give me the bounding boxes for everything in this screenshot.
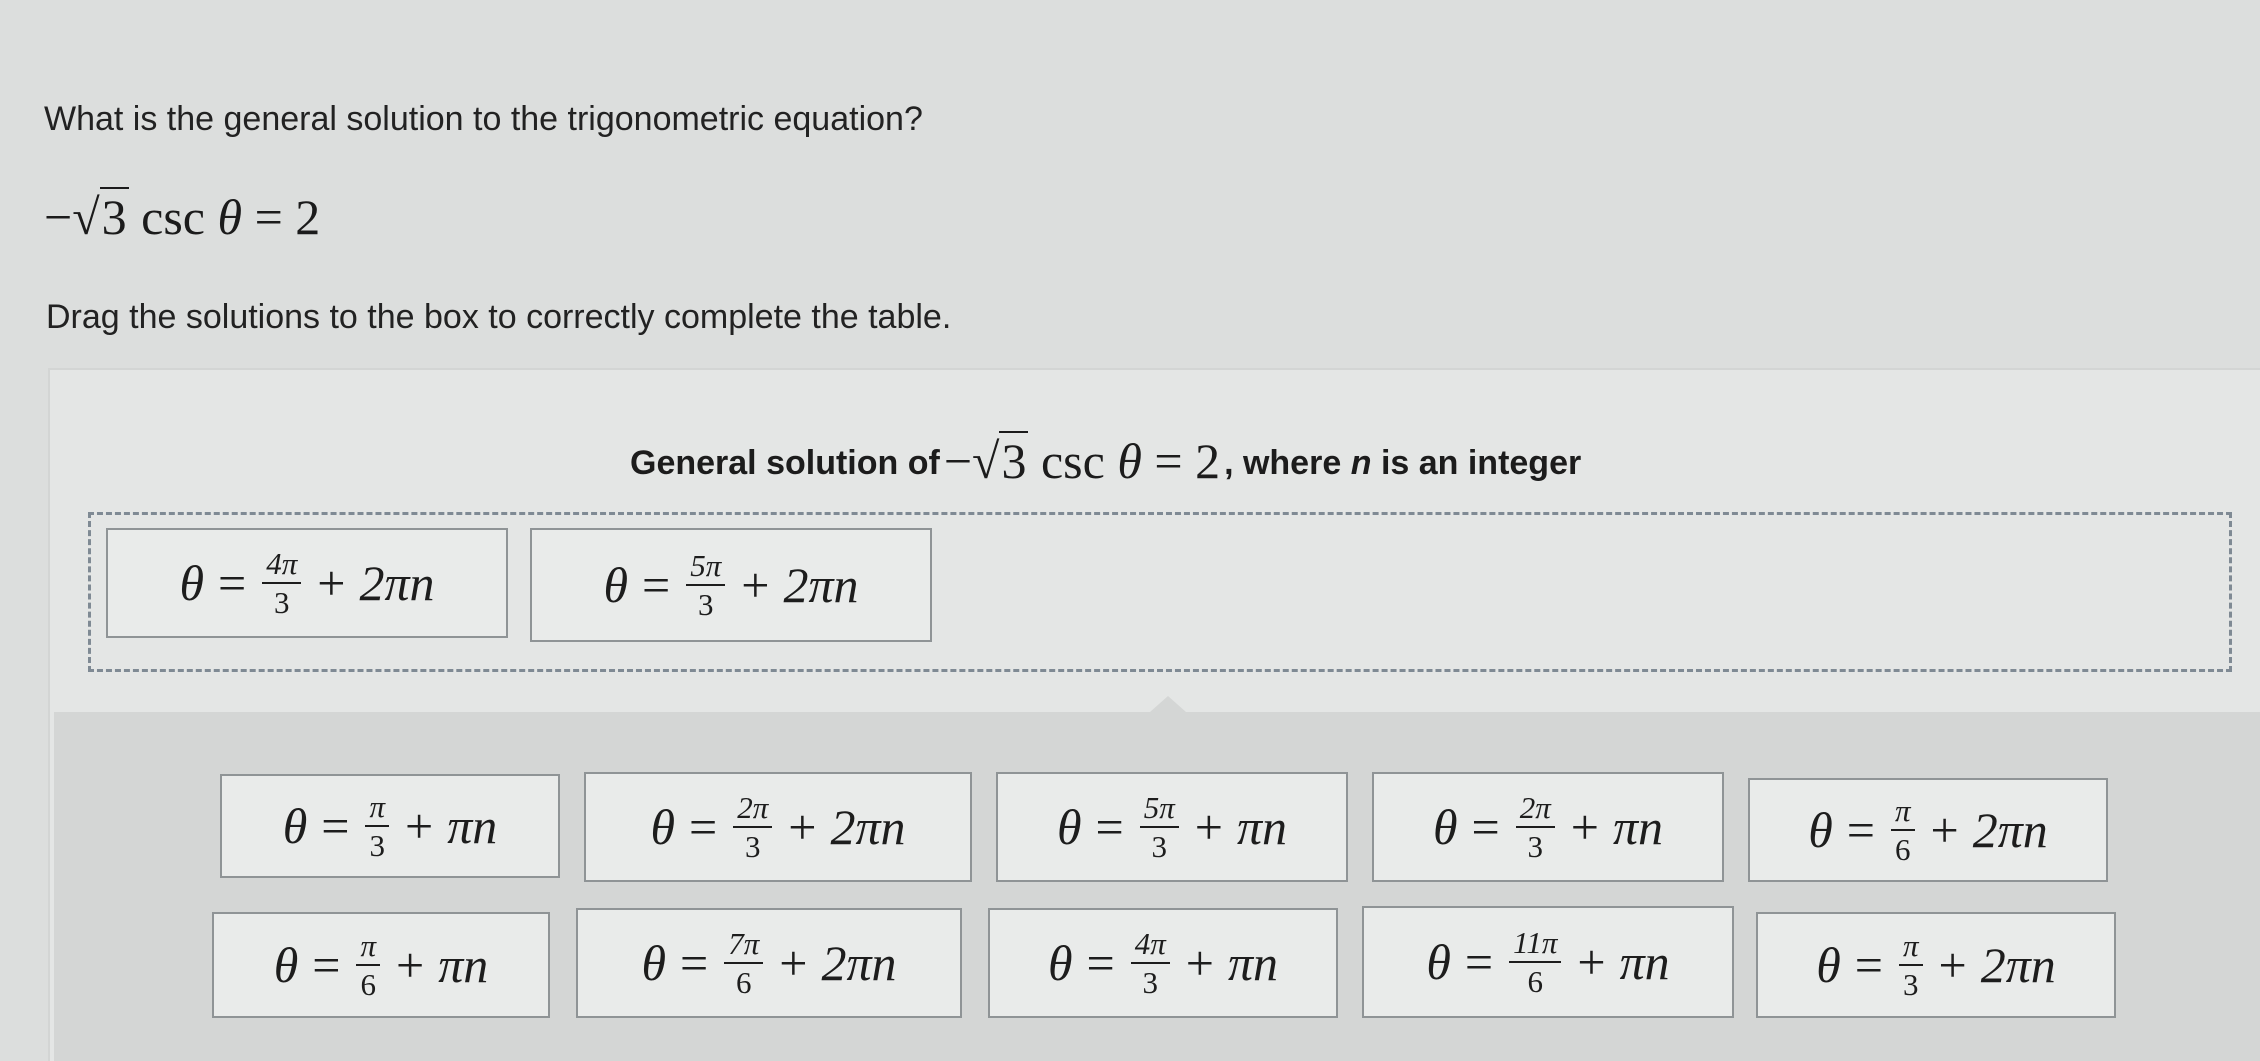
table-heading [630,432,1581,490]
tile-fraction [365,791,389,861]
tile-equals: = [312,937,341,993]
fraction-denominator: 3 [1151,829,1167,864]
solution-tile[interactable] [212,912,550,1018]
solution-tile[interactable] [1372,772,1724,882]
tile-fraction [1509,927,1561,997]
fraction-denominator: 3 [1903,967,1919,1002]
placed-solution-tile[interactable] [530,528,932,642]
tile-plus: + [1570,799,1599,855]
tile-fraction [1516,792,1555,862]
tile-equals: = [1086,935,1115,991]
tile-period-term: πn [1236,799,1288,855]
tile-fraction [262,548,301,618]
tile-equals: = [689,799,718,855]
eq-minus: − [44,189,73,245]
tile-plus: + [396,937,425,993]
fraction-numerator: 4π [1131,928,1170,964]
tile-fraction [356,930,380,1000]
tile-period-term: πn [447,798,498,854]
tile-fraction [724,928,763,998]
eq-theta: θ [217,189,243,245]
radicand: 3 [101,189,127,245]
tile-theta: θ [1808,802,1833,858]
tile-plus: + [779,935,808,991]
fraction-denominator: 3 [745,829,761,864]
fraction-numerator: 5π [1140,792,1179,828]
tile-equals: = [680,935,709,991]
tile-theta: θ [273,937,299,993]
tile-theta: θ [650,799,676,855]
fraction-denominator: 3 [274,585,290,620]
tile-equals: = [1846,802,1875,858]
solution-tile[interactable] [988,908,1338,1018]
fraction-numerator: π [356,930,380,966]
fraction-denominator: 3 [1142,965,1158,1000]
solution-tile[interactable] [584,772,972,882]
tile-period-term: πn [438,937,489,993]
fraction-numerator: π [1899,930,1923,966]
fraction-denominator: 6 [736,965,752,1000]
fraction-denominator: 6 [360,967,376,1002]
question-text: What is the general solution to the trigonometric equation? [44,100,923,138]
tile-period-term: πn [1227,935,1279,991]
fraction-numerator: 7π [724,928,763,964]
tile-equals: = [1464,934,1494,990]
fraction-numerator: 5π [686,550,725,586]
tile-equals: = [218,555,247,611]
tile-plus: + [1577,934,1606,990]
tile-equals: = [321,798,350,854]
tile-fraction [1899,930,1923,1000]
eq-rhs: 2 [295,189,321,245]
tile-period-term: 2πn [359,555,435,611]
eq-func: csc [141,189,205,245]
sqrt-symbol: √3 [72,189,127,245]
tile-plus: + [1194,799,1223,855]
tile-plus: + [317,555,346,611]
tile-theta: θ [1432,799,1458,855]
fraction-denominator: 3 [698,587,714,622]
tile-period-term: 2πn [1972,802,2048,858]
tile-fraction [733,792,772,862]
heading-equation: −√3 csc θ = 2 [943,433,1221,489]
tile-fraction [686,550,725,620]
eq-equals: = [254,189,283,245]
fraction-denominator: 3 [1527,829,1543,864]
tile-equals: = [1095,799,1124,855]
solution-tile[interactable] [1748,778,2108,882]
heading-prefix: General solution of [630,444,940,482]
heading-var: n [1350,444,1372,482]
heading-suffix-1: , where [1224,444,1342,482]
tile-plus: + [741,557,770,613]
equation [44,188,320,246]
tile-theta: θ [641,935,667,991]
tile-period-term: 2πn [783,557,859,613]
tile-fraction [1891,795,1915,865]
tile-period-term: 2πn [830,799,906,855]
fraction-numerator: 11π [1509,927,1561,963]
tile-plus: + [405,798,434,854]
fraction-numerator: 2π [733,792,772,828]
tile-theta: θ [603,557,629,613]
fraction-denominator: 6 [1895,832,1911,867]
tile-theta: θ [282,798,308,854]
tile-plus: + [1185,935,1214,991]
solution-tile[interactable] [1756,912,2116,1018]
instruction-text: Drag the solutions to the box to correctly complete the table. [46,298,952,336]
tile-period-term: πn [1619,934,1670,990]
placed-solution-tile[interactable] [106,528,508,638]
solution-tile[interactable] [996,772,1348,882]
fraction-numerator: π [1891,795,1915,831]
tile-plus: + [788,799,817,855]
tile-theta: θ [179,555,205,611]
fraction-numerator: 2π [1516,792,1555,828]
tile-period-term: 2πn [1980,937,2056,993]
solution-tile[interactable] [1362,906,1734,1018]
tile-theta: θ [1426,934,1451,990]
tile-fraction [1140,792,1179,862]
tile-equals: = [1471,799,1500,855]
tile-fraction [1131,928,1170,998]
tile-plus: + [1938,937,1967,993]
fraction-numerator: π [365,791,389,827]
fraction-denominator: 3 [369,828,385,863]
tile-theta: θ [1056,799,1082,855]
solution-tile[interactable] [576,908,962,1018]
tile-theta: θ [1047,935,1073,991]
tile-period-term: 2πn [821,935,897,991]
answer-bank-notch [1150,696,1186,712]
fraction-denominator: 6 [1527,964,1543,999]
tile-equals: = [1854,937,1883,993]
tile-plus: + [1930,802,1959,858]
tile-period-term: πn [1612,799,1664,855]
solution-tile[interactable] [220,774,560,878]
fraction-numerator: 4π [262,548,301,584]
tile-equals: = [642,557,671,613]
tile-theta: θ [1816,937,1841,993]
heading-suffix-2: is an integer [1380,444,1582,482]
